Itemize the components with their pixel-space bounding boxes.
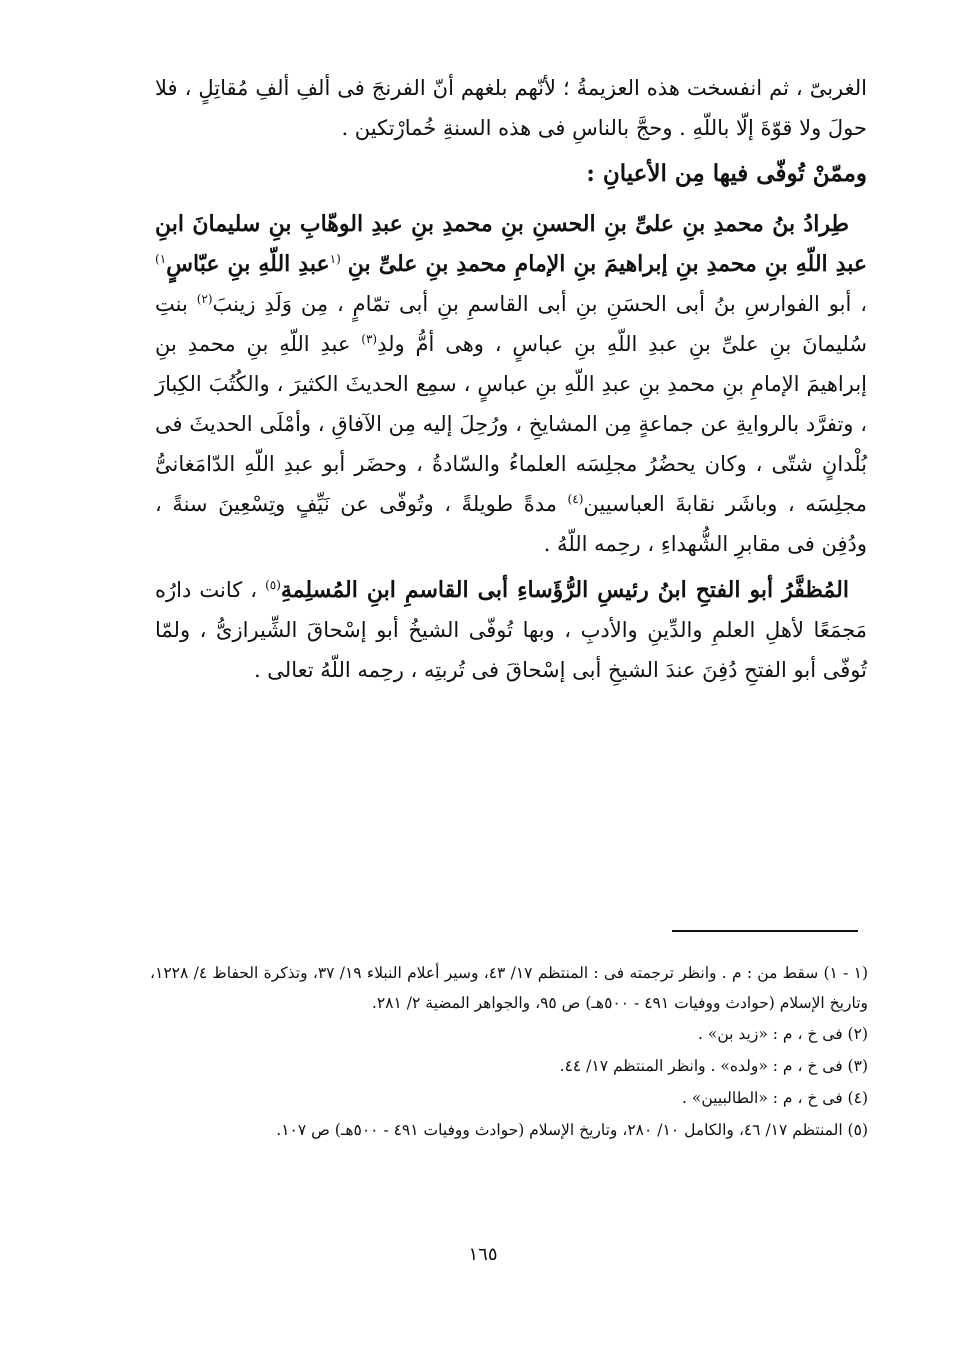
entry-text-muzaffar: ، كانت دارُه مَجمَعًا لأهلِ العلمِ والدِّينِ والأدبِ ، وبها تُوفّى الشيخُ أبو إسْحاقَ الشِّيرازىُّ ، ولمّا تُوفّى أبو الفتحِ دُفِنَ عندَ الشيخِ أبى إسْحاقَ فى تُربتِه ، رحِمه اللّهُ تعالى . bbox=[155, 578, 867, 682]
section-heading: وممّنْ تُوفّى فيها مِن الأعيانِ : bbox=[586, 160, 867, 187]
footnote-1: (١ - ١) سقط من : م . وانظر ترجمته فى : المنتظم ١٧/ ٤٣، وسير أعلام النبلاء ١٩/ ٣٧، وتذكرة الحفاظ ٤/ ١٢٢٨، وتاريخ الإسلام (حوادث ووفيات ٤٩١ - ٥٠٠هـ) ص ٩٥، والجواهر المضية ٢/ ٢٨١. bbox=[150, 964, 868, 1012]
footnote-ref-2: (٢) bbox=[196, 292, 213, 306]
footnote-2: (٢) فى خ ، م : «زيد بن» . bbox=[698, 1025, 868, 1043]
entry-text-3: عبدِ اللّهِ بنِ محمدِ بنِ إبراهيمَ الإمامِ بنِ محمدِ بنِ عبدِ اللّهِ بنِ عباسٍ ، سمِع الحديثَ الكثيرَ ، والكُتُبَ الكِبارَ ، وتفرَّد بالروايةِ عن جماعةٍ مِن المشايخِ ، ورُحِلَ إليه مِن الآفاقِ ، وأمْلَى الحديثَ فى بُلْدانٍ شتّى ، وكان يحضُرُ مجلِسَه العلماءُ والسّادةُ ، وحضَر أبو عبدِ اللّهِ الدّامَغانىُّ مجلِسَه ، وباشَر نقابةَ العباسيين bbox=[155, 332, 867, 516]
entry-text-4: مدةً طويلةً ، وتُوفّى عن نَيِّفٍ وتِسْعِينَ سنةً ، ودُفِن فى مقابرِ الشُّهداءِ ، رحِمه اللّهُ . bbox=[155, 492, 867, 556]
entry-text-2: بنتِ سُليمانَ بنِ علىِّ بنِ عبدِ اللّهِ بنِ عباسٍ ، وهى أمُّ ولدِ bbox=[155, 292, 867, 356]
entry-name-tirad-part1: طِرادُ بنُ محمدِ بنِ علىِّ بنِ الحسنِ بنِ محمدِ بنِ عبدِ الوهّابِ بنِ سليمانَ ابنِ عبدِ اللّهِ بنِ محمدِ بنِ إبراهيمَ بنِ الإمامِ محمدِ بنِ علىِّ بنِ bbox=[155, 211, 867, 277]
footnote-ref-4: (٤) bbox=[567, 492, 584, 506]
footnote-separator bbox=[672, 930, 858, 932]
footnote-ref-1-start: (١ bbox=[329, 252, 341, 266]
entry-name-muzaffar: المُظفَّرُ أبو الفتحِ ابنُ رئيسِ الرُّؤَساءِ أبى القاسمِ ابنِ المُسلِمةِ bbox=[280, 577, 849, 603]
entry-name-tirad-part2: عبدِ اللّهِ بنِ عبّاسٍ bbox=[166, 251, 330, 277]
biography-entry-tirad bbox=[155, 204, 867, 564]
opening-paragraph: الغربىّ ، ثم انفسخت هذه العزيمةُ ؛ لأنّهم بلغهم أنّ الفرنجَ فى ألفِ ألفِ مُقاتِلٍ ، فلا حولَ ولا قوّةَ إلّا باللّهِ . وحجَّ بالناسِ فى هذه السنةِ خُمارْتكين . bbox=[155, 76, 867, 140]
footnote-5: (٥) المنتظم ١٧/ ٤٦، والكامل ١٠/ ٢٨٠، وتاريخ الإسلام (حوادث ووفيات ٤٩١ - ٥٠٠هـ) ص ١٠٧. bbox=[276, 1121, 868, 1139]
entry-text-1: ، أبو الفوارسِ بنُ أبى الحسَنِ بنِ أبى القاسمِ بنِ أبى تمّامٍ ، مِن وَلَدِ زينبَ bbox=[212, 292, 867, 316]
footnote-ref-3: (٣) bbox=[361, 332, 378, 346]
footnote-4: (٤) فى خ ، م : «الطالبيين» . bbox=[682, 1089, 868, 1107]
footnotes bbox=[150, 958, 868, 1146]
biography-entry-muzaffar bbox=[155, 570, 867, 690]
footnote-ref-1-end: ١) bbox=[155, 252, 167, 266]
main-text bbox=[155, 68, 867, 690]
page-number: ١٦٥ bbox=[468, 1244, 498, 1265]
footnote-3: (٣) فى خ ، م : «ولده» . وانظر المنتظم ١٧/ ٤٤. bbox=[559, 1057, 868, 1075]
footnote-ref-5: (٥) bbox=[265, 578, 281, 592]
